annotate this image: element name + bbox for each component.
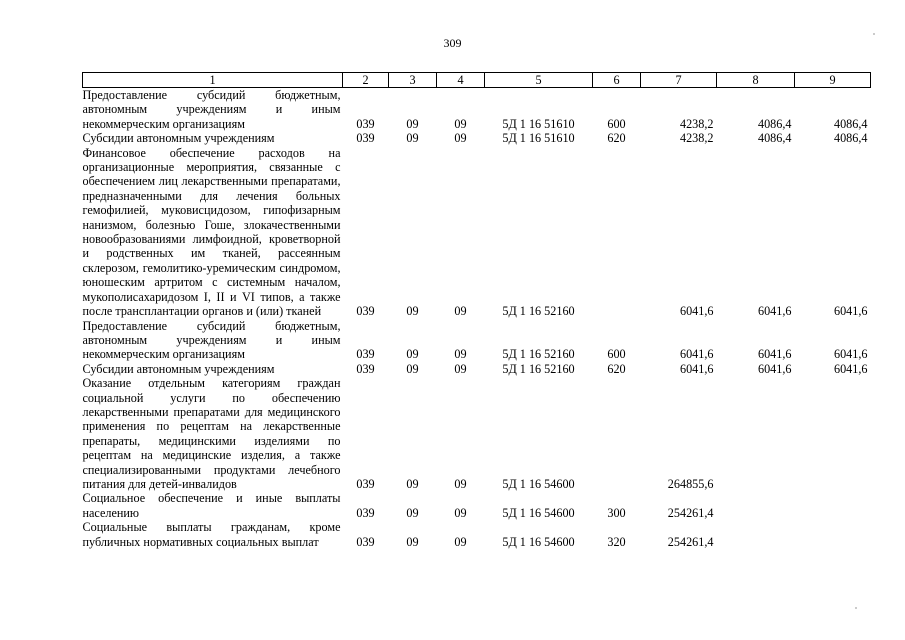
row-expense-type: 620 xyxy=(607,131,626,146)
row-amount-col8: 6041,6 xyxy=(757,361,792,376)
column-header-4: 4 xyxy=(437,73,485,88)
row-amount-col8: 6041,6 xyxy=(757,304,792,319)
row-amount-col7: 4238,2 xyxy=(679,116,714,131)
table-row xyxy=(83,362,871,376)
row-description: Финансовое обеспечение расходов на организационные мероприятия, связанные с обеспечением лиц лекарственными препаратами, предназначенными для лечения больных гемофилией, муковисцидозом, гипофизарным нанизмом, болезнью Гоше, злокачественными новообразованиями лимфоидной, кроветворной и родственных им тканей, рассеянным склерозом, гемолитико-уремическим синдромом, юношеским артритом с системным началом, мукополисахаридозом I, II и VI типов, а также после трансплантации органов и (или) тканей xyxy=(82,145,341,319)
row-subsection: 09 xyxy=(454,505,467,520)
header-row xyxy=(83,73,871,88)
row-target-article: 5Д 1 16 51610 xyxy=(502,116,575,131)
row-amount-col7: 6041,6 xyxy=(679,361,714,376)
row-description: Предоставление субсидий бюджетным, автономным учреждениям и иным некоммерческим организациям xyxy=(82,318,341,362)
row-expense-type: 320 xyxy=(607,534,626,549)
row-subsection: 09 xyxy=(454,476,467,491)
row-section: 09 xyxy=(406,476,419,491)
row-amount-col9 xyxy=(795,491,871,520)
row-description: Субсидии автономным учреждениям xyxy=(82,131,275,146)
row-target-article: 5Д 1 16 54600 xyxy=(502,505,575,520)
budget-table xyxy=(82,72,871,549)
row-ministry-code: 039 xyxy=(356,505,375,520)
table-body xyxy=(83,88,871,550)
table-row xyxy=(83,88,871,132)
row-section: 09 xyxy=(406,131,419,146)
row-section: 09 xyxy=(406,116,419,131)
table-row xyxy=(83,319,871,362)
row-amount-col8: 6041,6 xyxy=(757,347,792,362)
row-amount-col9: 4086,4 xyxy=(833,116,868,131)
row-ministry-code: 039 xyxy=(356,534,375,549)
row-expense-type xyxy=(593,146,641,319)
row-expense-type xyxy=(593,376,641,491)
row-subsection: 09 xyxy=(454,534,467,549)
row-section: 09 xyxy=(406,347,419,362)
row-amount-col7: 6041,6 xyxy=(679,347,714,362)
row-amount-col7: 264855,6 xyxy=(667,476,714,491)
row-amount-col7: 6041,6 xyxy=(679,304,714,319)
row-description: Предоставление субсидий бюджетным, автономным учреждениям и иным некоммерческим организациям xyxy=(82,88,341,131)
row-target-article: 5Д 1 16 51610 xyxy=(502,131,575,146)
row-target-article: 5Д 1 16 54600 xyxy=(502,534,575,549)
column-header-9: 9 xyxy=(795,73,871,88)
row-section: 09 xyxy=(406,505,419,520)
row-section: 09 xyxy=(406,304,419,319)
table-row xyxy=(83,376,871,491)
scan-speck xyxy=(855,607,857,609)
row-description: Социальные выплаты гражданам, кроме публичных нормативных социальных выплат xyxy=(82,520,341,549)
row-amount-col8 xyxy=(717,491,795,520)
row-amount-col9 xyxy=(795,520,871,549)
column-header-5: 5 xyxy=(485,73,593,88)
row-target-article: 5Д 1 16 54600 xyxy=(502,476,575,491)
row-expense-type: 600 xyxy=(607,347,626,362)
row-amount-col9: 6041,6 xyxy=(833,304,868,319)
table-header xyxy=(83,73,871,88)
row-amount-col9: 6041,6 xyxy=(833,347,868,362)
row-subsection: 09 xyxy=(454,304,467,319)
row-amount-col9: 4086,4 xyxy=(833,131,868,146)
column-header-8: 8 xyxy=(717,73,795,88)
column-header-3: 3 xyxy=(389,73,437,88)
row-target-article: 5Д 1 16 52160 xyxy=(502,347,575,362)
row-subsection: 09 xyxy=(454,116,467,131)
row-amount-col9: 6041,6 xyxy=(833,361,868,376)
row-ministry-code: 039 xyxy=(356,304,375,319)
column-header-2: 2 xyxy=(343,73,389,88)
column-header-6: 6 xyxy=(593,73,641,88)
row-amount-col7: 4238,2 xyxy=(679,131,714,146)
table-row xyxy=(83,146,871,319)
row-ministry-code: 039 xyxy=(356,116,375,131)
row-description: Субсидии автономным учреждениям xyxy=(82,361,275,376)
row-subsection: 09 xyxy=(454,347,467,362)
row-ministry-code: 039 xyxy=(356,361,375,376)
row-amount-col9 xyxy=(795,376,871,491)
row-amount-col8: 4086,4 xyxy=(757,131,792,146)
scan-speck xyxy=(873,33,875,35)
row-amount-col8 xyxy=(717,376,795,491)
row-target-article: 5Д 1 16 52160 xyxy=(502,304,575,319)
row-description: Оказание отдельным категориям граждан социальной услуги по обеспечению лекарственными препаратами для медицинского применения по рецептам на лекарственные препараты, медицинскими изделиями по рецептам на медицинские изделия, а также специализированными продуктами лечебного питания для детей-инвалидов xyxy=(82,376,341,491)
row-target-article: 5Д 1 16 52160 xyxy=(502,361,575,376)
row-amount-col8 xyxy=(717,520,795,549)
row-expense-type: 600 xyxy=(607,116,626,131)
row-description: Социальное обеспечение и иные выплаты населению xyxy=(82,491,341,520)
row-amount-col8: 4086,4 xyxy=(757,116,792,131)
row-expense-type: 620 xyxy=(607,361,626,376)
row-section: 09 xyxy=(406,361,419,376)
row-section: 09 xyxy=(406,534,419,549)
table-row xyxy=(83,131,871,145)
table-row xyxy=(83,491,871,520)
page-number: 309 xyxy=(443,36,462,50)
table-row xyxy=(83,520,871,549)
row-ministry-code: 039 xyxy=(356,476,375,491)
row-ministry-code: 039 xyxy=(356,131,375,146)
row-subsection: 09 xyxy=(454,361,467,376)
column-header-7: 7 xyxy=(641,73,717,88)
row-ministry-code: 039 xyxy=(356,347,375,362)
row-amount-col7: 254261,4 xyxy=(667,534,714,549)
row-amount-col7: 254261,4 xyxy=(667,505,714,520)
row-subsection: 09 xyxy=(454,131,467,146)
column-header-1: 1 xyxy=(83,73,343,88)
row-expense-type: 300 xyxy=(607,505,626,520)
